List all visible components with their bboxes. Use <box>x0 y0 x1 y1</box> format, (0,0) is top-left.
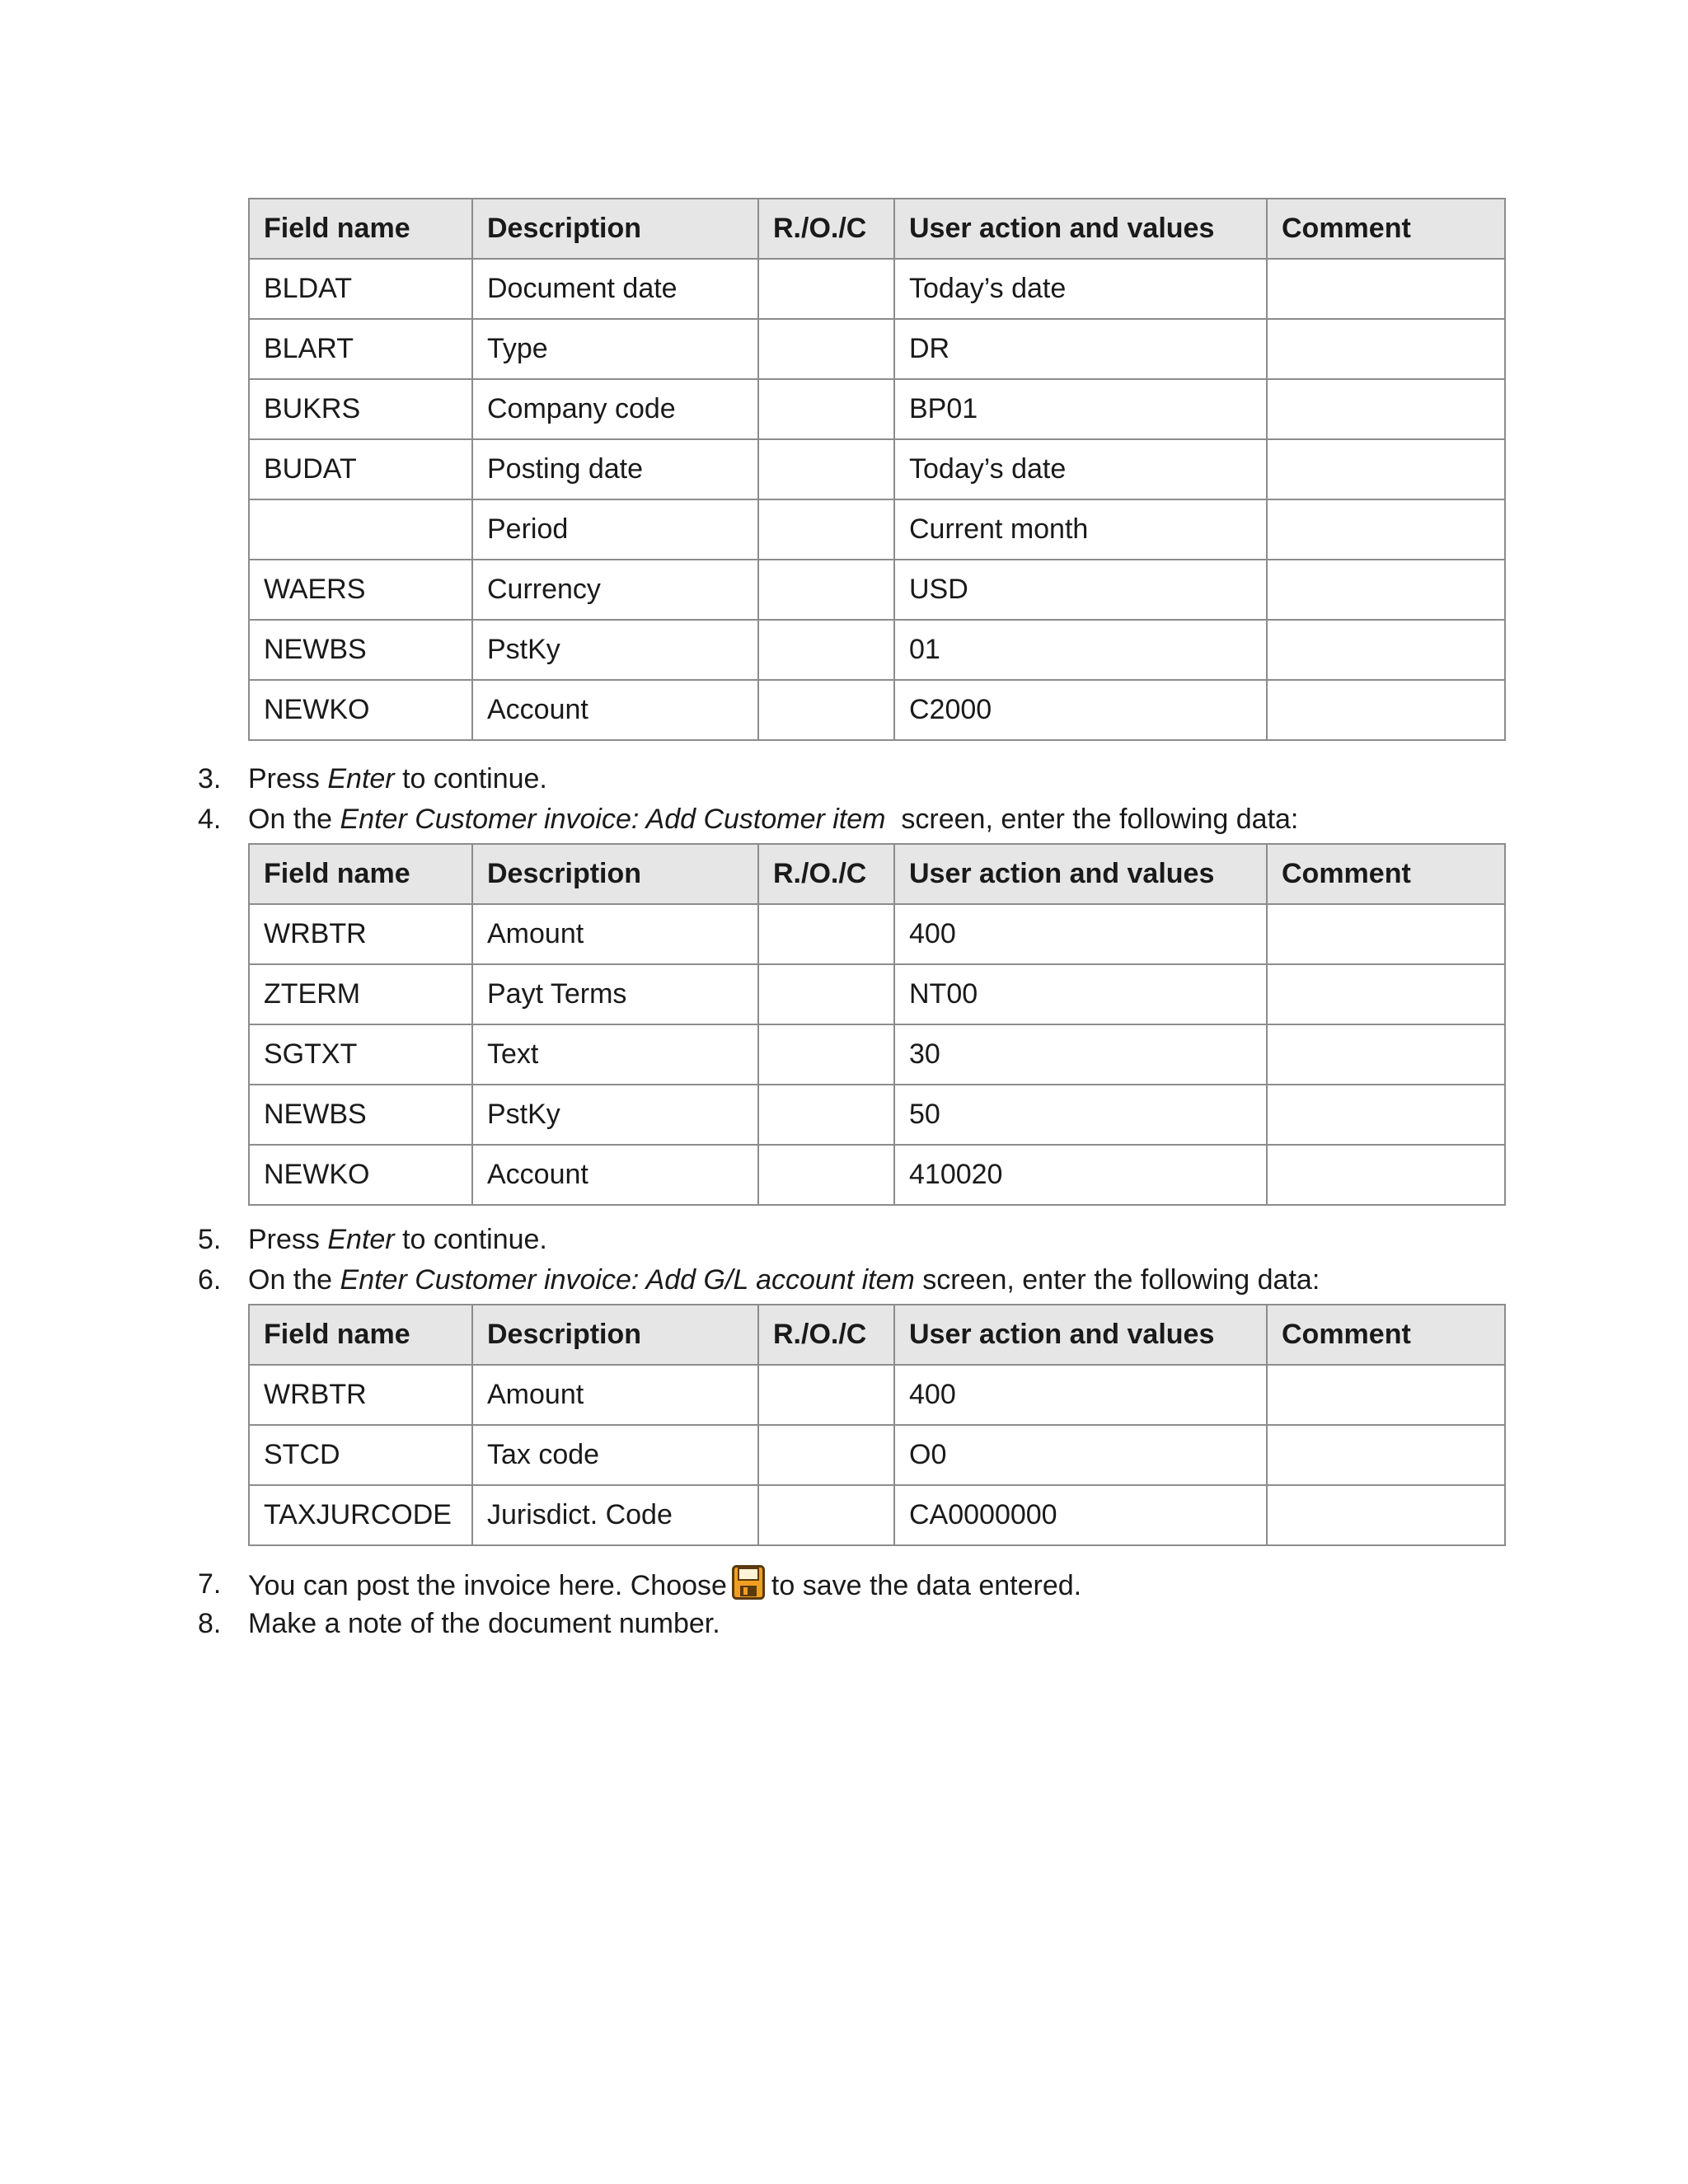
cell-description: PstKy <box>472 1085 758 1145</box>
step-number: 8. <box>198 1608 222 1639</box>
column-header-description: Description <box>472 1305 758 1365</box>
cell-comment <box>1267 964 1505 1024</box>
table-row <box>249 1425 1505 1485</box>
cell-field-name: STCD <box>249 1425 472 1485</box>
cell-user-action: 50 <box>894 1085 1267 1145</box>
cell-user-action: O0 <box>894 1425 1267 1485</box>
cell-user-action: USD <box>894 560 1267 620</box>
table-row <box>249 499 1505 560</box>
step-text-part: On the <box>248 1264 340 1296</box>
gl-account-item-table <box>248 1304 1506 1546</box>
cell-user-action: C2000 <box>894 680 1267 740</box>
key-name: Enter <box>327 1224 395 1255</box>
cell-field-name <box>249 499 472 560</box>
column-header-comment: Comment <box>1267 199 1505 259</box>
cell-field-name: NEWKO <box>249 1145 472 1205</box>
cell-field-name: BUKRS <box>249 379 472 439</box>
cell-field-name: BLDAT <box>249 259 472 319</box>
cell-description: Account <box>472 680 758 740</box>
cell-roc <box>758 904 894 964</box>
step-6 <box>0 1261 1688 1299</box>
step-text-part: You can post the invoice here. Choose <box>248 1570 727 1601</box>
cell-field-name: ZTERM <box>249 964 472 1024</box>
cell-field-name: WAERS <box>249 560 472 620</box>
cell-roc <box>758 1085 894 1145</box>
cell-roc <box>758 1425 894 1485</box>
table-row <box>249 620 1505 680</box>
cell-comment <box>1267 1365 1505 1425</box>
cell-comment <box>1267 1485 1505 1545</box>
column-header-field-name: Field name <box>249 1305 472 1365</box>
cell-description: PstKy <box>472 620 758 680</box>
header-data-table <box>248 198 1506 741</box>
cell-description: Text <box>472 1024 758 1085</box>
step-number: 4. <box>198 804 222 835</box>
cell-roc <box>758 680 894 740</box>
table-row <box>249 379 1505 439</box>
cell-description: Tax code <box>472 1425 758 1485</box>
cell-description: Document date <box>472 259 758 319</box>
save-icon <box>732 1565 765 1600</box>
table-row <box>249 1145 1505 1205</box>
cell-roc <box>758 499 894 560</box>
step-text-part: Press <box>248 763 328 794</box>
table-row <box>249 319 1505 379</box>
cell-comment <box>1267 1425 1505 1485</box>
column-header-roc: R./O./C <box>758 1305 894 1365</box>
cell-description: Company code <box>472 379 758 439</box>
step-4 <box>0 800 1688 838</box>
table-row <box>249 259 1505 319</box>
cell-comment <box>1267 560 1505 620</box>
table-row <box>249 439 1505 499</box>
cell-comment <box>1267 904 1505 964</box>
column-header-user-action: User action and values <box>894 199 1267 259</box>
table-row <box>249 964 1505 1024</box>
cell-description: Currency <box>472 560 758 620</box>
step-8 <box>0 1605 1688 1643</box>
cell-user-action: NT00 <box>894 964 1267 1024</box>
cell-comment <box>1267 319 1505 379</box>
table-row <box>249 904 1505 964</box>
table-row <box>249 1365 1505 1425</box>
cell-comment <box>1267 1145 1505 1205</box>
column-header-user-action: User action and values <box>894 844 1267 904</box>
column-header-field-name: Field name <box>249 844 472 904</box>
table-header-row <box>249 199 1505 259</box>
key-name: Enter <box>327 763 395 794</box>
step-5 <box>0 1221 1688 1258</box>
cell-user-action: 30 <box>894 1024 1267 1085</box>
column-header-description: Description <box>472 844 758 904</box>
cell-field-name: NEWKO <box>249 680 472 740</box>
table-header-row <box>249 844 1505 904</box>
column-header-field-name: Field name <box>249 199 472 259</box>
column-header-comment: Comment <box>1267 844 1505 904</box>
cell-description: Payt Terms <box>472 964 758 1024</box>
step-text <box>248 1565 1081 1605</box>
cell-roc <box>758 1365 894 1425</box>
column-header-user-action: User action and values <box>894 1305 1267 1365</box>
cell-comment <box>1267 379 1505 439</box>
cell-description: Amount <box>472 1365 758 1425</box>
cell-comment <box>1267 620 1505 680</box>
cell-roc <box>758 439 894 499</box>
step-text: Make a note of the document number. <box>248 1608 720 1639</box>
table-row <box>249 1024 1505 1085</box>
cell-user-action: 410020 <box>894 1145 1267 1205</box>
table-row <box>249 680 1505 740</box>
step-text <box>248 1221 547 1258</box>
step-3 <box>0 760 1688 798</box>
step-text-part: Press <box>248 1224 328 1255</box>
step-number: 6. <box>198 1264 222 1296</box>
cell-user-action: Today’s date <box>894 439 1267 499</box>
cell-user-action: 400 <box>894 904 1267 964</box>
cell-field-name: BLART <box>249 319 472 379</box>
table-row <box>249 1085 1505 1145</box>
step-text-part: to continue. <box>394 763 547 794</box>
table-row <box>249 560 1505 620</box>
step-text <box>248 1261 1320 1299</box>
cell-user-action: 400 <box>894 1365 1267 1425</box>
cell-roc <box>758 379 894 439</box>
customer-item-table <box>248 843 1506 1206</box>
cell-user-action: Today’s date <box>894 259 1267 319</box>
cell-roc <box>758 1145 894 1205</box>
step-number: 5. <box>198 1224 222 1255</box>
cell-description: Amount <box>472 904 758 964</box>
cell-roc <box>758 964 894 1024</box>
step-number: 3. <box>198 763 222 794</box>
cell-roc <box>758 620 894 680</box>
screen-name: Enter Customer invoice: Add G/L account item <box>340 1264 915 1296</box>
cell-description: Account <box>472 1145 758 1205</box>
cell-user-action: DR <box>894 319 1267 379</box>
cell-field-name: TAXJURCODE <box>249 1485 472 1545</box>
column-header-comment: Comment <box>1267 1305 1505 1365</box>
step-number: 7. <box>198 1568 222 1600</box>
cell-comment <box>1267 499 1505 560</box>
cell-user-action: BP01 <box>894 379 1267 439</box>
cell-field-name: WRBTR <box>249 904 472 964</box>
screen-name: Enter Customer invoice: Add Customer item <box>340 804 886 835</box>
cell-description: Period <box>472 499 758 560</box>
cell-roc <box>758 1024 894 1085</box>
cell-comment <box>1267 1085 1505 1145</box>
cell-user-action: CA0000000 <box>894 1485 1267 1545</box>
column-header-description: Description <box>472 199 758 259</box>
cell-field-name: WRBTR <box>249 1365 472 1425</box>
cell-comment <box>1267 259 1505 319</box>
column-header-roc: R./O./C <box>758 199 894 259</box>
step-text-part: to continue. <box>394 1224 547 1255</box>
step-text-part: On the <box>248 804 340 835</box>
step-text <box>248 800 1298 838</box>
cell-description: Jurisdict. Code <box>472 1485 758 1545</box>
cell-comment <box>1267 439 1505 499</box>
column-header-roc: R./O./C <box>758 844 894 904</box>
step-text <box>248 760 547 798</box>
cell-field-name: NEWBS <box>249 620 472 680</box>
cell-description: Posting date <box>472 439 758 499</box>
step-text-part: screen, enter the following data: <box>885 804 1299 835</box>
cell-roc <box>758 319 894 379</box>
cell-field-name: NEWBS <box>249 1085 472 1145</box>
cell-roc <box>758 1485 894 1545</box>
table-row <box>249 1485 1505 1545</box>
cell-comment <box>1267 1024 1505 1085</box>
table-header-row <box>249 1305 1505 1365</box>
cell-description: Type <box>472 319 758 379</box>
cell-comment <box>1267 680 1505 740</box>
cell-user-action: Current month <box>894 499 1267 560</box>
cell-roc <box>758 259 894 319</box>
step-text-part: screen, enter the following data: <box>914 1264 1320 1296</box>
cell-roc <box>758 560 894 620</box>
step-text-part: to save the data entered. <box>771 1570 1082 1601</box>
cell-field-name: BUDAT <box>249 439 472 499</box>
step-7 <box>0 1565 1688 1603</box>
cell-user-action: 01 <box>894 620 1267 680</box>
cell-field-name: SGTXT <box>249 1024 472 1085</box>
